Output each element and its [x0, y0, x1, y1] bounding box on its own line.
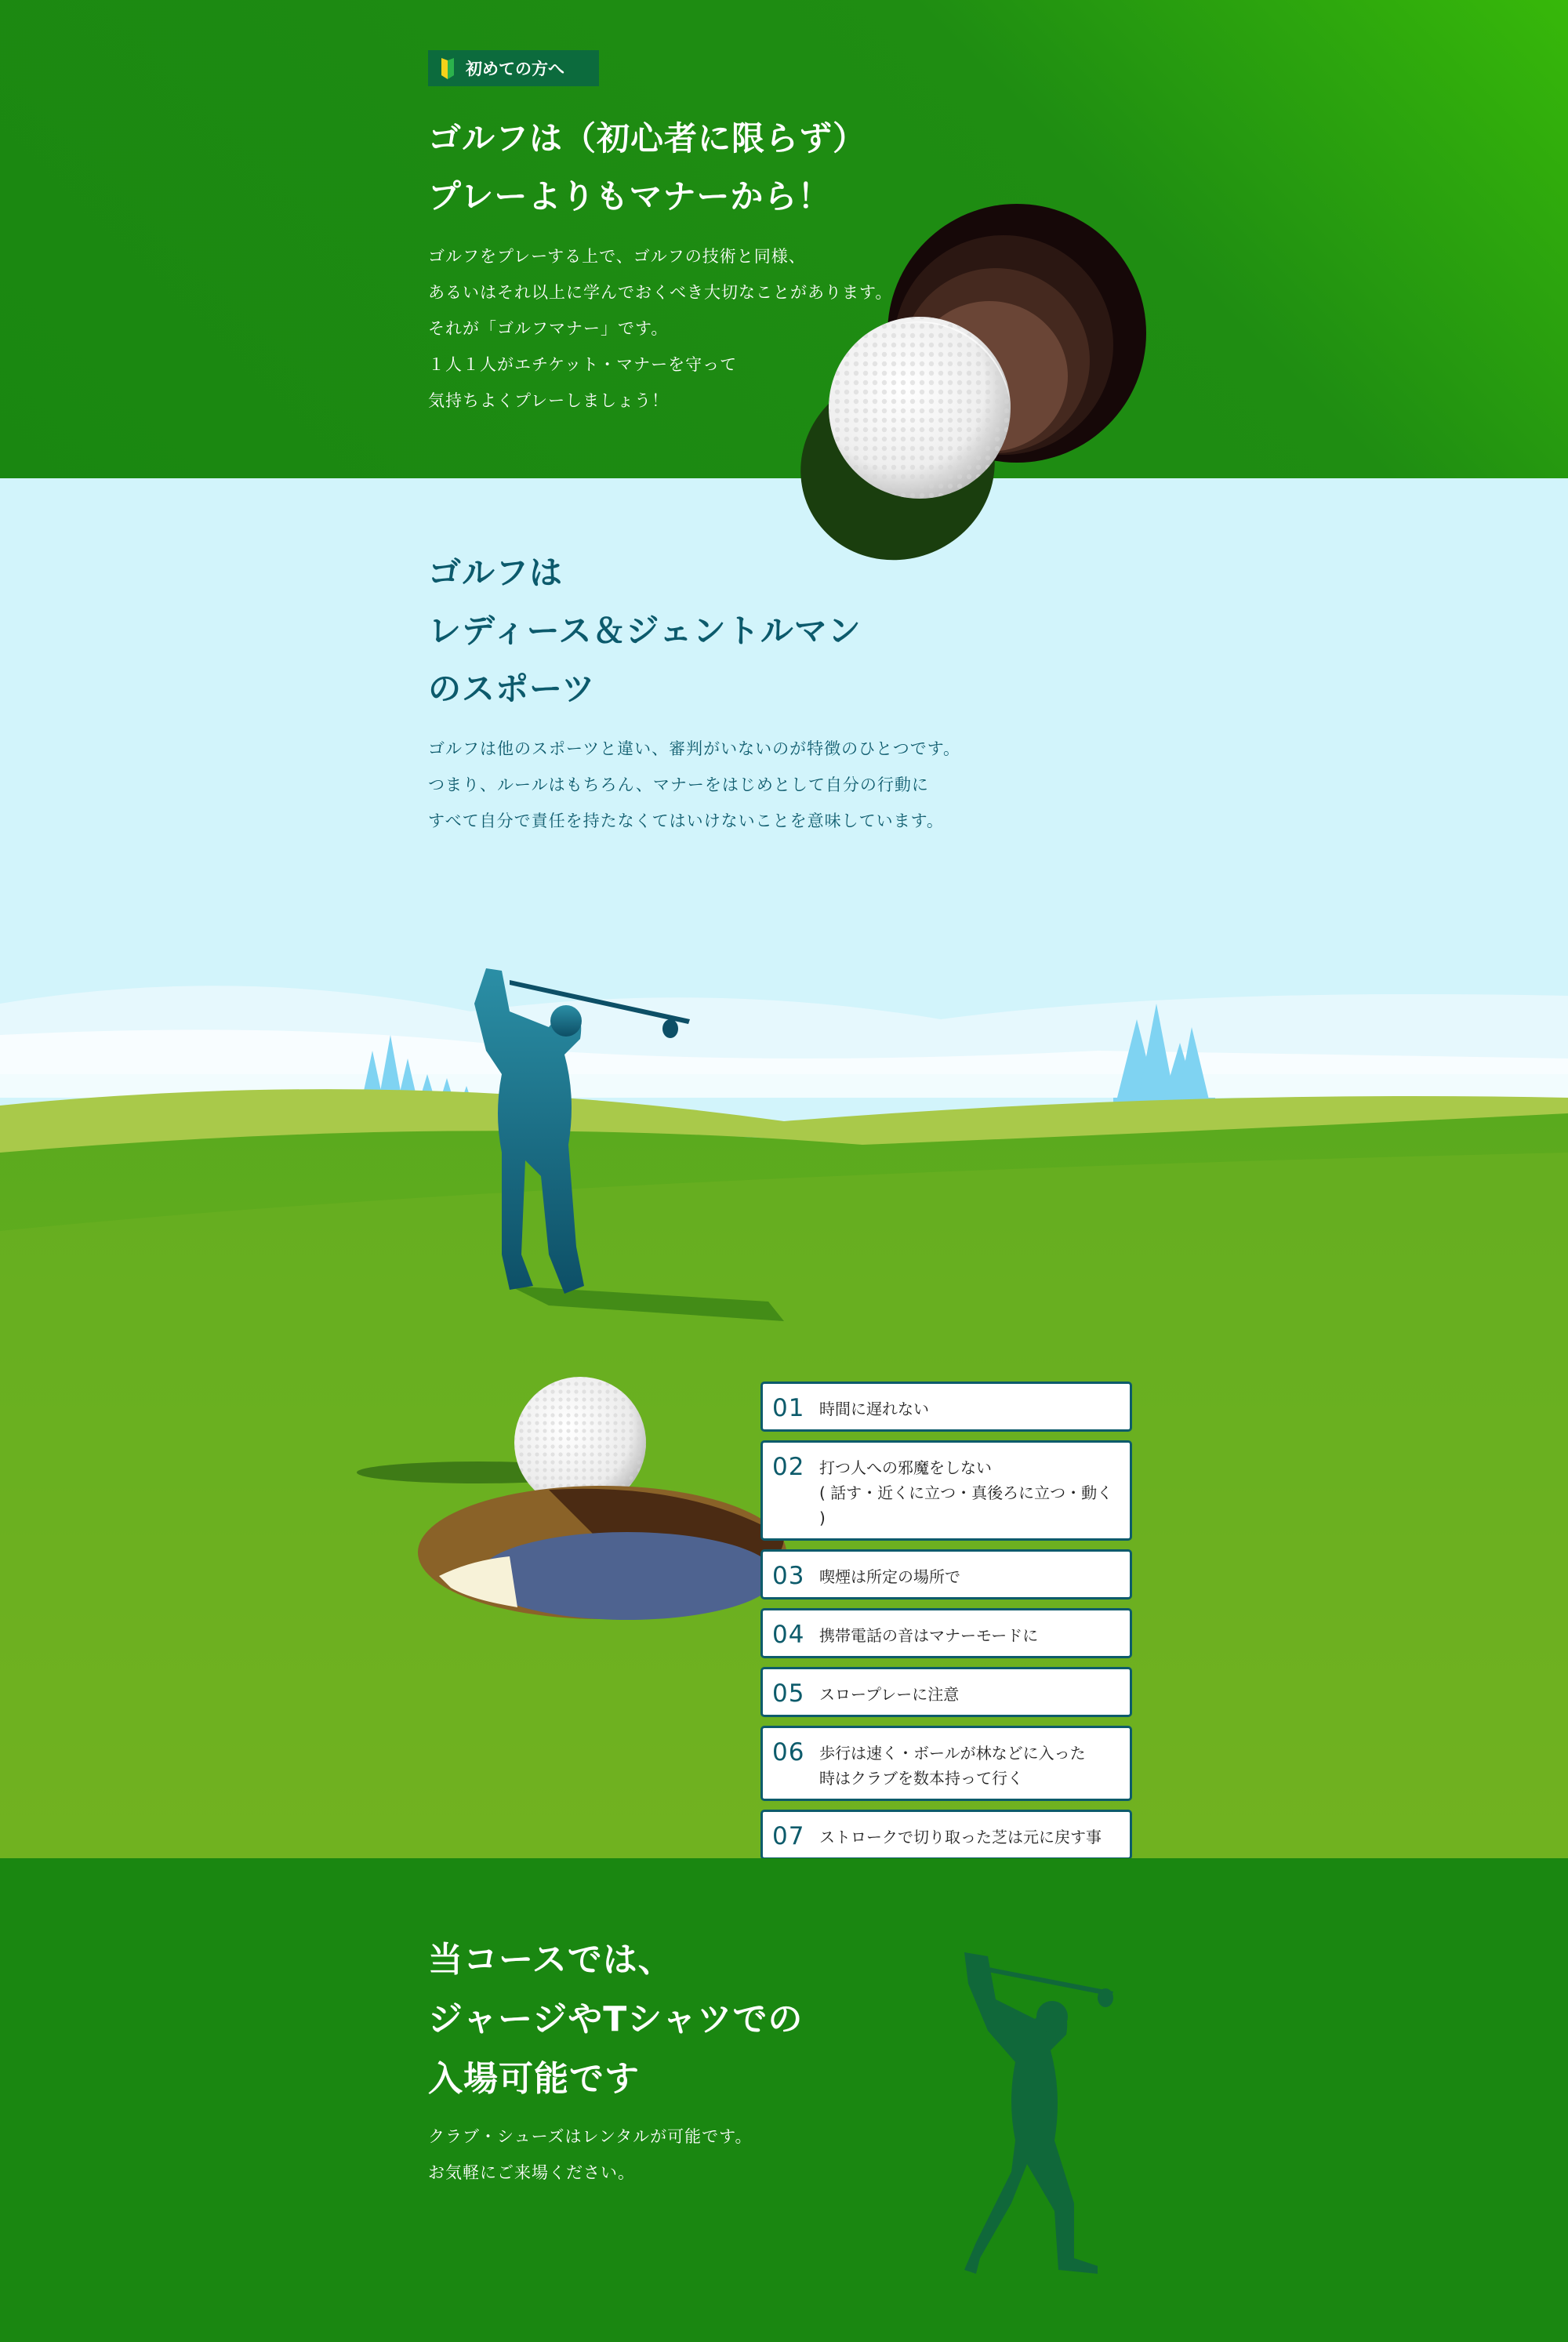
manner-number: 06 [772, 1738, 805, 1766]
manner-item [760, 1549, 1132, 1599]
gentleman-heading-line: ゴルフは [428, 554, 564, 592]
intro-body-line: あるいはそれ以上に学んでおくべき大切なことがあります。 [428, 283, 893, 302]
intro-body-line: ゴルフをプレーする上で、ゴルフの技術と同様、 [428, 247, 806, 266]
casual-body [428, 2119, 977, 2191]
manner-text [819, 1563, 960, 1589]
manner-text [819, 1621, 1038, 1648]
intro-body-line: １人１人がエチケット・マナーを守って [428, 355, 738, 374]
manner-list [760, 1382, 1132, 1858]
manner-text [819, 1680, 959, 1707]
casual-section [0, 1858, 1568, 2342]
gentleman-body-line: ゴルフは他のスポーツと違い、審判がいないのが特徴のひとつです。 [428, 739, 961, 758]
manner-item [760, 1726, 1132, 1801]
casual-body-line: クラブ・シューズはレンタルが可能です。 [428, 2127, 753, 2146]
manner-item [760, 1667, 1132, 1717]
intro-heading-line: ゴルフは（初心者に限らず） [428, 119, 867, 158]
manner-number: 05 [772, 1679, 805, 1708]
manner-text-line: 携帯電話の音はマナーモードに [819, 1626, 1039, 1645]
manner-text [819, 1739, 1086, 1791]
manner-text [819, 1823, 1102, 1850]
casual-body-line: お気軽にご来場ください。 [428, 2163, 635, 2182]
manner-number: 04 [772, 1621, 805, 1649]
beginner-badge-label: 初めての方へ [466, 60, 564, 78]
manner-item [760, 1382, 1132, 1432]
casual-heading-line: ジャージやTシャツでの [428, 1999, 804, 2039]
manner-text-line: スロープレーに注意 [819, 1685, 960, 1704]
manner-item [760, 1440, 1132, 1541]
manner-text-line: 時間に遅れない [819, 1400, 929, 1418]
manner-text [819, 1454, 1122, 1530]
manner-text-line: 打つ人への邪魔をしない [819, 1458, 992, 1477]
manner-text-line: 時はクラブを数本持って行く [819, 1769, 1023, 1788]
manner-text-line: 歩行は速く・ボールが林などに入った [819, 1744, 1086, 1763]
gentleman-heading-line: レディース＆ジェントルマン [428, 612, 862, 650]
intro-heading-line: プレーよりもマナーから！ [428, 177, 832, 216]
manner-number: 02 [772, 1453, 805, 1481]
manner-number: 01 [772, 1394, 805, 1422]
casual-heading-line: 入場可能です [428, 2059, 640, 2099]
manner-text [819, 1395, 929, 1422]
gentleman-body [428, 731, 1134, 839]
golfer-silhouette-icon [941, 1944, 1145, 2289]
manner-number: 07 [772, 1822, 805, 1850]
gentleman-section [0, 478, 1568, 1858]
beginner-leaf-icon [439, 58, 456, 80]
manner-text-line: ストロークで切り取った芝は元に戻す事 [819, 1828, 1102, 1846]
golf-cup-icon [776, 180, 1184, 572]
manner-item [760, 1810, 1132, 1858]
manner-item [760, 1608, 1132, 1658]
beginner-badge [428, 50, 599, 86]
intro-body-line: 気持ちよくプレーしましょう！ [428, 391, 670, 410]
manner-text-line: 喫煙は所定の場所で [819, 1567, 960, 1586]
casual-heading-line: 当コースでは、 [428, 1940, 673, 1980]
intro-section [0, 0, 1568, 478]
gentleman-heading-line: のスポーツ [428, 670, 596, 708]
manner-text-line: ( 話す・近くに立つ・真後ろに立つ・動く ) [819, 1483, 1113, 1527]
manner-number: 03 [772, 1562, 805, 1590]
gentleman-body-line: つまり、ルールはもちろん、マナーをはじめとして自分の行動に [428, 775, 929, 794]
intro-body-line: それが「ゴルフマナー」です。 [428, 319, 669, 338]
gentleman-body-line: すべて自分で責任を持たなくてはいけないことを意味しています。 [428, 812, 944, 830]
